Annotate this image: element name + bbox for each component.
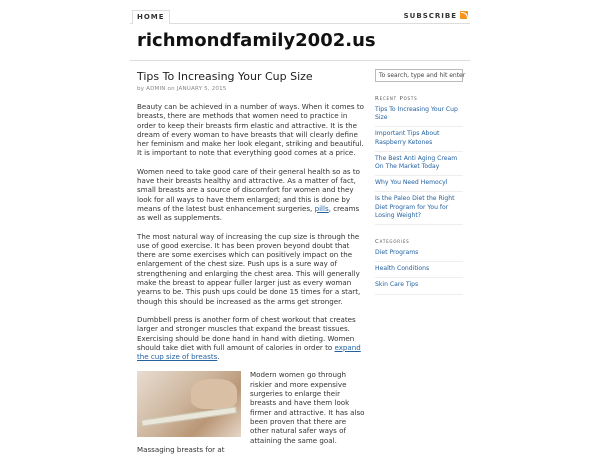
sidebar [375, 69, 466, 298]
paragraph-4 [137, 315, 365, 361]
search-input[interactable]: To search, type and hit enter [375, 69, 463, 82]
post-author-link[interactable]: ADMIN [146, 86, 166, 92]
post-image [137, 371, 241, 437]
byline-on: on [165, 86, 177, 92]
post-article [137, 70, 365, 463]
subscribe-label: SUBSCRIBE [403, 12, 457, 20]
post-image-measuring-tape [141, 407, 237, 427]
category-link[interactable]: Skin Care Tips [375, 281, 463, 294]
paragraph-5: Modern women go through riskier and more expensive surgeries to enlarge their breasts and have them look firmer and attractive. It has also been proven that there are other natural safer ways of attaining the same goal. Massaging breasts for at [137, 370, 365, 454]
post-title[interactable]: Tips To Increasing Your Cup Size [137, 70, 313, 83]
paragraph-4-tail: . [217, 352, 220, 362]
post-image-arm [191, 379, 237, 409]
recent-posts-title: Recent Posts [375, 96, 418, 102]
byline-prefix: by [137, 86, 147, 92]
paragraph-5-block [137, 370, 365, 454]
post-content [137, 102, 365, 454]
subscribe-link[interactable] [404, 11, 468, 21]
recent-post-link[interactable]: Tips To Increasing Your Cup Size [375, 106, 463, 127]
paragraph-3: The most natural way of increasing the cup size is through the use of good exercise. It has been proven beyond doubt that there are some exercises which can positively impact on the enlargement of the chest size. Push ups is a sure way of strengthening and enlarging the chest area. This will generally make the breast to appear fuller larger just as every woman yearns to be. This push ups could be done 15 times for a start, though this should be increased as the arms get stronger. [137, 231, 361, 306]
site-title[interactable]: richmondfamily2002.us [137, 30, 376, 51]
recent-posts-list [375, 106, 463, 225]
categories-title: Categories [375, 239, 410, 246]
recent-post-link[interactable]: Is the Paleo Diet the Right Diet Program for You for Losing Weight? [375, 195, 463, 225]
post-byline [137, 86, 365, 92]
top-nav [130, 8, 470, 24]
recent-post-link[interactable]: The Best Anti Aging Cream On The Market Today [375, 155, 463, 176]
paragraph-4-text: Dumbbell press is another form of chest workout that creates larger and stronger muscles that expand the breast tissues. Exercising should be done hand in hand with dieting. Women should take diet with full amount of calories in order to [137, 314, 356, 352]
pills-link[interactable]: pills [314, 203, 329, 213]
nav-home-link[interactable]: HOME [132, 10, 170, 24]
paragraph-1: Beauty can be achieved in a number of ways. When it comes to breasts, there are methods that women need to practice in order to keep their breasts firm elastic and attractive. It is the dream of every woman to have breasts that will clearly define her feminism and make her look elegant, striking and beautiful. It is important to note that everything good comes at a price. [137, 102, 364, 158]
category-link[interactable]: Diet Programs [375, 249, 463, 262]
header-divider [130, 60, 470, 61]
expand-cup-size-link[interactable]: expand the cup size of breasts [137, 342, 361, 362]
paragraph-2-text: Women need to take good care of their general health so as to have their breasts healthy and attractive. As a matter of fact, small breasts are a source of discomfort for women and they look for all ways to have them enlarged; and this is done by means of the latest bust enhancement surgeries, [137, 166, 361, 213]
categories-list [375, 249, 463, 295]
category-link[interactable]: Health Conditions [375, 265, 463, 278]
paragraph-2 [137, 167, 365, 223]
recent-post-link[interactable]: Why You Need Hemocyl [375, 179, 463, 192]
rss-icon [460, 11, 468, 19]
paragraph-2-tail: , creams as well as supplements. [137, 203, 360, 223]
recent-post-link[interactable]: Important Tips About Raspberry Ketones [375, 130, 463, 151]
post-date: JANUARY 5, 2015 [176, 86, 227, 92]
